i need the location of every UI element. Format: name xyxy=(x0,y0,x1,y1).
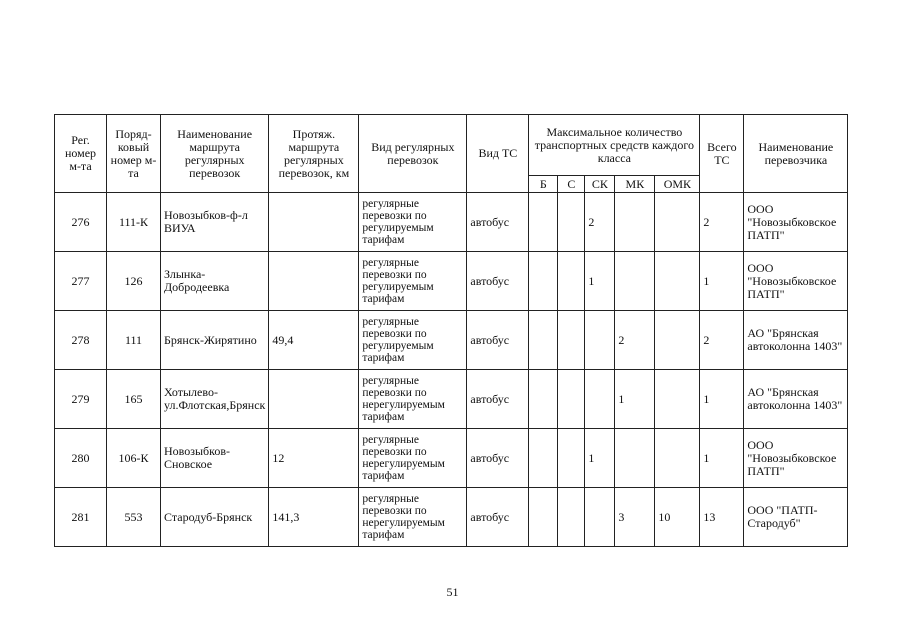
table-row xyxy=(55,193,848,252)
header-reg-number: Рег. номер м-та xyxy=(55,115,107,193)
cell-class-s xyxy=(558,370,585,429)
cell-total: 2 xyxy=(700,193,744,252)
cell-carrier: ООО "Новозыбковское ПАТП" xyxy=(744,429,848,488)
cell-carrier: АО "Брянская автоколонна 1403" xyxy=(744,311,848,370)
header-class-omk: ОМК xyxy=(655,176,700,193)
cell-class-mk xyxy=(615,193,655,252)
cell-class-s xyxy=(558,311,585,370)
cell-length: 49,4 xyxy=(269,311,359,370)
cell-vehicle: автобус xyxy=(467,311,529,370)
header-total-vehicles: Всего ТС xyxy=(700,115,744,193)
table-row xyxy=(55,429,848,488)
cell-class-mk: 1 xyxy=(615,370,655,429)
cell-reg: 281 xyxy=(55,488,107,547)
cell-class-omk xyxy=(655,311,700,370)
table-row xyxy=(55,252,848,311)
cell-class-sk xyxy=(585,311,615,370)
cell-carrier: ООО "ПАТП-Стародуб" xyxy=(744,488,848,547)
cell-class-omk xyxy=(655,193,700,252)
header-class-s: С xyxy=(558,176,585,193)
header-row xyxy=(55,115,848,176)
cell-class-omk xyxy=(655,370,700,429)
cell-total: 13 xyxy=(700,488,744,547)
cell-class-b xyxy=(529,193,558,252)
cell-class-sk: 1 xyxy=(585,429,615,488)
header-class-mk: МК xyxy=(615,176,655,193)
cell-carrier: АО "Брянская автоколонна 1403" xyxy=(744,370,848,429)
cell-class-b xyxy=(529,488,558,547)
cell-transport-type: регулярные перевозки по регулируемым тарифам xyxy=(359,311,467,370)
cell-class-omk: 10 xyxy=(655,488,700,547)
cell-vehicle: автобус xyxy=(467,252,529,311)
cell-vehicle: автобус xyxy=(467,488,529,547)
cell-class-b xyxy=(529,252,558,311)
cell-class-sk: 1 xyxy=(585,252,615,311)
cell-vehicle: автобус xyxy=(467,193,529,252)
cell-reg: 278 xyxy=(55,311,107,370)
cell-class-mk xyxy=(615,252,655,311)
cell-route-name: Новозыбков-ф-л ВИУА xyxy=(161,193,269,252)
cell-class-omk xyxy=(655,429,700,488)
cell-class-s xyxy=(558,252,585,311)
header-vehicle-type: Вид ТС xyxy=(467,115,529,193)
cell-transport-type: регулярные перевозки по нерегулируемым тарифам xyxy=(359,488,467,547)
cell-class-s xyxy=(558,429,585,488)
cell-length xyxy=(269,370,359,429)
cell-class-mk: 3 xyxy=(615,488,655,547)
cell-serial: 165 xyxy=(107,370,161,429)
cell-vehicle: автобус xyxy=(467,370,529,429)
cell-length xyxy=(269,193,359,252)
header-transport-type: Вид регулярных перевозок xyxy=(359,115,467,193)
cell-transport-type: регулярные перевозки по регулируемым тарифам xyxy=(359,193,467,252)
cell-route-name: Брянск-Жирятино xyxy=(161,311,269,370)
routes-table xyxy=(54,114,848,547)
cell-transport-type: регулярные перевозки по нерегулируемым тарифам xyxy=(359,370,467,429)
header-route-length: Протяж. маршрута регулярных перевозок, км xyxy=(269,115,359,193)
cell-class-s xyxy=(558,488,585,547)
cell-carrier: ООО "Новозыбковское ПАТП" xyxy=(744,252,848,311)
cell-class-sk: 2 xyxy=(585,193,615,252)
cell-route-name: Новозыбков-Сновское xyxy=(161,429,269,488)
header-route-name: Наименование маршрута регулярных перевозок xyxy=(161,115,269,193)
cell-reg: 277 xyxy=(55,252,107,311)
cell-transport-type: регулярные перевозки по нерегулируемым тарифам xyxy=(359,429,467,488)
cell-length xyxy=(269,252,359,311)
cell-class-s xyxy=(558,193,585,252)
table-row xyxy=(55,311,848,370)
cell-route-name: Стародуб-Брянск xyxy=(161,488,269,547)
page-number: 51 xyxy=(446,585,459,599)
cell-serial: 111 xyxy=(107,311,161,370)
cell-serial: 126 xyxy=(107,252,161,311)
cell-route-name: Хотылево-ул.Флотская,Брянск xyxy=(161,370,269,429)
header-class-sk: СК xyxy=(585,176,615,193)
table-row xyxy=(55,370,848,429)
header-max-vehicles: Максимальное количество транспортных средств каждого класса xyxy=(529,115,700,176)
cell-reg: 280 xyxy=(55,429,107,488)
cell-length: 12 xyxy=(269,429,359,488)
cell-length: 141,3 xyxy=(269,488,359,547)
header-serial-number: Поряд- ковый номер м-та xyxy=(107,115,161,193)
cell-class-mk: 2 xyxy=(615,311,655,370)
cell-class-b xyxy=(529,311,558,370)
cell-carrier: ООО "Новозыбковское ПАТП" xyxy=(744,193,848,252)
header-class-b: Б xyxy=(529,176,558,193)
cell-vehicle: автобус xyxy=(467,429,529,488)
cell-serial: 111-К xyxy=(107,193,161,252)
cell-total: 1 xyxy=(700,252,744,311)
cell-total: 1 xyxy=(700,429,744,488)
cell-class-b xyxy=(529,429,558,488)
cell-reg: 276 xyxy=(55,193,107,252)
header-carrier-name: Наименование перевозчика xyxy=(744,115,848,193)
cell-class-sk xyxy=(585,488,615,547)
table-row xyxy=(55,488,848,547)
cell-total: 1 xyxy=(700,370,744,429)
cell-class-sk xyxy=(585,370,615,429)
cell-class-omk xyxy=(655,252,700,311)
cell-class-b xyxy=(529,370,558,429)
cell-reg: 279 xyxy=(55,370,107,429)
cell-serial: 106-К xyxy=(107,429,161,488)
cell-serial: 553 xyxy=(107,488,161,547)
cell-total: 2 xyxy=(700,311,744,370)
cell-transport-type: регулярные перевозки по регулируемым тарифам xyxy=(359,252,467,311)
cell-class-mk xyxy=(615,429,655,488)
cell-route-name: Злынка-Добродеевка xyxy=(161,252,269,311)
